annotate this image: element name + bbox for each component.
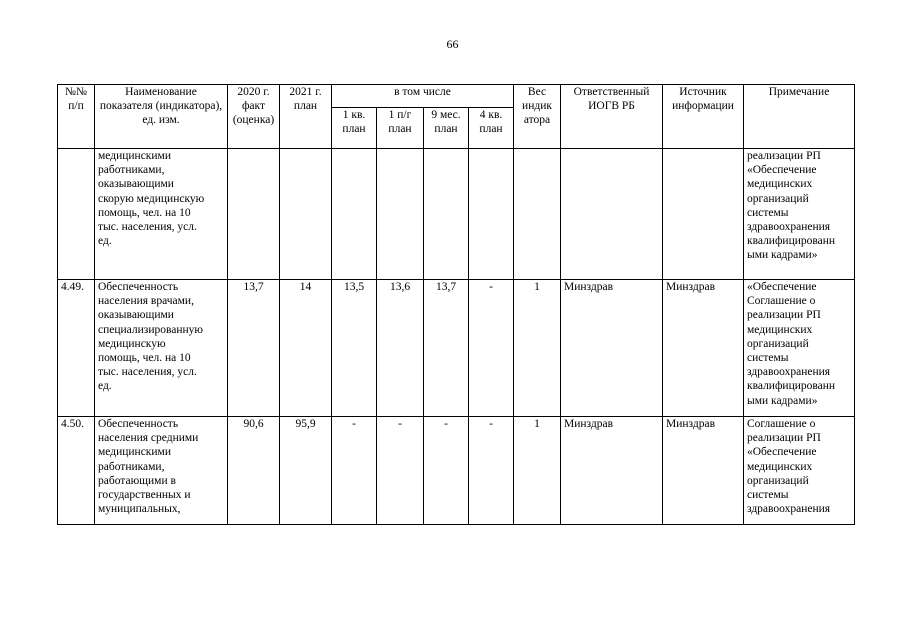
row-responsible: Минздрав <box>561 280 663 417</box>
row-plan-2021: 14 <box>280 280 332 417</box>
header-responsible: Ответственный ИОГВ РБ <box>561 85 663 149</box>
row-responsible: Минздрав <box>561 417 663 525</box>
header-including: в том числе <box>332 85 514 108</box>
header-9m: 9 мес. план <box>424 108 469 149</box>
row-source <box>663 149 744 280</box>
row-name: Обеспеченность населения врачами, оказывающими специализированную медицинскую помощь, чел. на 10 тыс. населения, усл. ед. <box>95 280 228 417</box>
row-9m <box>424 149 469 280</box>
header-weight: Вес индик атора <box>514 85 561 149</box>
row-note: «Обеспечение Соглашение о реализации РП медицинских организаций системы здравоохранения квалифицированн ыми кадрами» <box>744 280 855 417</box>
table-row <box>58 149 855 280</box>
header-h1: 1 п/г план <box>377 108 424 149</box>
row-h1: 13,6 <box>377 280 424 417</box>
row-q4: - <box>469 280 514 417</box>
row-9m: 13,7 <box>424 280 469 417</box>
row-name: Обеспеченность населения средними медицинскими работниками, работающими в государственных и муниципальных, <box>95 417 228 525</box>
row-num <box>58 149 95 280</box>
row-q1: 13,5 <box>332 280 377 417</box>
row-num: 4.50. <box>58 417 95 525</box>
row-plan-2021 <box>280 149 332 280</box>
indicators-table <box>57 84 855 525</box>
row-9m: - <box>424 417 469 525</box>
row-note: реализации РП «Обеспечение медицинских организаций системы здравоохранения квалифицированн ыми кадрами» <box>744 149 855 280</box>
row-q1 <box>332 149 377 280</box>
header-q4: 4 кв. план <box>469 108 514 149</box>
row-h1: - <box>377 417 424 525</box>
row-weight: 1 <box>514 417 561 525</box>
header-q1: 1 кв. план <box>332 108 377 149</box>
row-source: Минздрав <box>663 280 744 417</box>
page-number: 66 <box>446 37 459 51</box>
row-q4: - <box>469 417 514 525</box>
header-note: Примечание <box>744 85 855 149</box>
row-note: Соглашение о реализации РП «Обеспечение медицинских организаций системы здравоохранения <box>744 417 855 525</box>
row-fact-2020 <box>228 149 280 280</box>
row-num: 4.49. <box>58 280 95 417</box>
row-fact-2020: 13,7 <box>228 280 280 417</box>
row-fact-2020: 90,6 <box>228 417 280 525</box>
table-row <box>58 280 855 417</box>
row-name: медицинскими работниками, оказывающими скорую медицинскую помощь, чел. на 10 тыс. населения, усл. ед. <box>95 149 228 280</box>
header-name: Наименование показателя (индикатора), ед. изм. <box>95 85 228 149</box>
row-source: Минздрав <box>663 417 744 525</box>
header-fact-2020: 2020 г. факт (оценка) <box>228 85 280 149</box>
header-source: Источник информации <box>663 85 744 149</box>
table-header <box>58 85 855 149</box>
row-weight <box>514 149 561 280</box>
header-plan-2021: 2021 г. план <box>280 85 332 149</box>
row-responsible <box>561 149 663 280</box>
table-row <box>58 417 855 525</box>
row-plan-2021: 95,9 <box>280 417 332 525</box>
row-q4 <box>469 149 514 280</box>
row-h1 <box>377 149 424 280</box>
row-q1: - <box>332 417 377 525</box>
row-weight: 1 <box>514 280 561 417</box>
header-num: №№ п/п <box>58 85 95 149</box>
